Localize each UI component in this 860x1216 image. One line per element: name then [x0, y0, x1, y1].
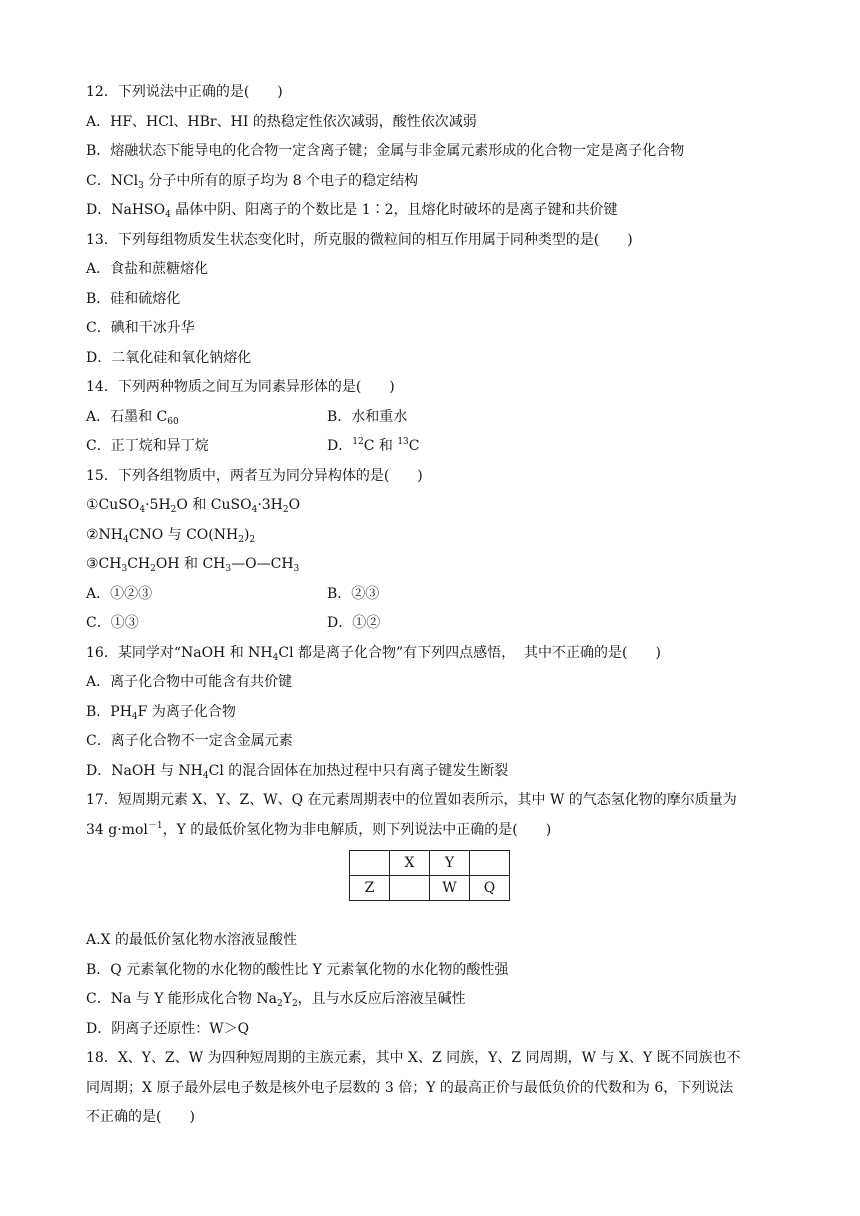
- q12-stem: 12．下列说法中正确的是( ): [86, 84, 283, 100]
- q16-d-sub: 4: [202, 771, 209, 781]
- q12-option-d: [86, 200, 618, 220]
- q14-d-mid: C 和: [363, 438, 398, 454]
- q17-stem2-sup: －1: [147, 821, 163, 831]
- q16-d-post: Cl 的混合固体在加热过程中只有离子键发生断裂: [208, 763, 509, 779]
- q14-d-sup2: 13: [397, 437, 409, 447]
- q12-option-c: [86, 171, 418, 191]
- q15-item-2: [86, 525, 255, 545]
- q15-i2-s1: 4: [123, 535, 129, 545]
- q13-option-c: C．碘和干冰升华: [86, 320, 195, 336]
- table-row: [350, 876, 510, 901]
- q12-d-post: 晶体中阴、阳离子的个数比是 1∶2，且熔化时破坏的是离子键和共价键: [170, 202, 618, 218]
- table-cell: Z: [350, 876, 390, 901]
- table-cell: [470, 851, 510, 876]
- q15-i3-t6: —O—CH: [231, 556, 294, 572]
- q15-i1-t8: O: [288, 497, 301, 513]
- table-row: [350, 851, 510, 876]
- q14-d-sup1: 12: [352, 437, 364, 447]
- q14-option-d: [327, 436, 419, 456]
- q15-i2-t0: ②NH: [86, 527, 124, 543]
- q15-i1-s3: 2: [170, 505, 177, 515]
- q16-option-b: [86, 702, 236, 722]
- table-cell: Y: [430, 851, 470, 876]
- q15-i3-t4: OH 和 CH: [155, 556, 226, 572]
- q12-d-sub: 4: [165, 210, 171, 220]
- q12-c-sub: 3: [138, 181, 144, 191]
- q14-a-sub: 60: [167, 417, 179, 427]
- table-cell: W: [430, 876, 470, 901]
- q15-i3-s7: 3: [293, 564, 300, 574]
- q12-c-pre: C．NCl: [86, 173, 139, 189]
- q18-stem-line1: 18．X、Y、Z、W 为四种短周期的主族元素，其中 X、Z 同族，Y、Z 同周期，W 与 X、Y 既不同族也不: [86, 1050, 741, 1066]
- q16-b-sub: 4: [131, 712, 138, 722]
- q15-i3-s5: 3: [225, 564, 232, 574]
- q16-b-pre: B．PH: [86, 704, 132, 720]
- table-cell: X: [390, 851, 430, 876]
- q17-option-d: D．阴离子还原性：W＞Q: [86, 1021, 250, 1037]
- q17-option-b: B．Q 元素氧化物的水化物的酸性比 Y 元素氧化物的水化物的酸性强: [86, 962, 509, 978]
- table-cell: Q: [470, 876, 510, 901]
- q15-i2-t2: CNO 与 CO(NH: [128, 527, 239, 543]
- q16-option-c: C．离子化合物不一定含金属元素: [86, 733, 293, 749]
- q15-item-1: [86, 495, 300, 515]
- q16-option-a: A．离子化合物中可能含有共价键: [86, 674, 293, 690]
- q14-option-c: C．正丁烷和异丁烷: [86, 438, 209, 454]
- q15-i3-s3: 2: [150, 564, 156, 574]
- q14-a-pre: A．石墨和 C: [86, 409, 168, 425]
- q15-option-a: A．①②③: [86, 586, 153, 602]
- q17-c-pre: C．Na 与 Y 能形成化合物 Na: [86, 991, 277, 1007]
- table-cell: [390, 876, 430, 901]
- q14-option-b: B．水和重水: [327, 409, 408, 425]
- q17-option-c: [86, 989, 466, 1009]
- q15-option-d: D．①②: [327, 615, 381, 631]
- q17-c-sub2: 2: [291, 999, 298, 1009]
- q15-i2-s3: 2: [238, 535, 244, 545]
- q15-i3-t0: ③CH: [86, 556, 122, 572]
- q15-item-3: [86, 554, 299, 574]
- q15-i1-s1: 4: [139, 505, 146, 515]
- q13-option-b: B．硅和硫熔化: [86, 291, 181, 307]
- q15-i1-t0: ①CuSO: [86, 497, 140, 513]
- q12-option-b: B．熔融状态下能导电的化合物一定含离子键；金属与非金属元素形成的化合物一定是离子化合物: [86, 143, 685, 159]
- q17-stem-line2: [86, 820, 551, 840]
- q14-d-post: C: [408, 438, 420, 454]
- q13-option-d: D．二氧化硅和氧化钠熔化: [86, 350, 252, 366]
- q15-stem: 15．下列各组物质中，两者互为同分异构体的是( ): [86, 468, 423, 484]
- q18-stem-line2: 同周期；X 原子最外层电子数是核外电子层数的 3 倍；Y 的最高正价与最低负价的代数和为 6，下列说法: [86, 1080, 734, 1096]
- q12-option-a: A．HF、HCl、HBr、HI 的热稳定性依次减弱，酸性依次减弱: [86, 114, 477, 130]
- q13-option-a: A．食盐和蔗糖熔化: [86, 261, 209, 277]
- q14-d-pre: D．: [327, 438, 353, 454]
- q15-i2-t4: ): [243, 527, 250, 543]
- q15-option-b: B．②③: [327, 586, 380, 602]
- q15-option-c: C．①③: [86, 615, 139, 631]
- q15-i3-s1: 3: [121, 564, 128, 574]
- q13-stem: 13．下列每组物质发生状态变化时，所克服的微粒间的相互作用属于同种类型的是( ): [86, 232, 633, 248]
- q15-i1-t6: ·3H: [257, 497, 283, 513]
- q14-stem: 14．下列两种物质之间互为同素异形体的是( ): [86, 379, 395, 395]
- q16-option-d: [86, 761, 508, 781]
- q15-i2-s5: 2: [249, 535, 256, 545]
- q12-c-post: 分子中所有的原子均为 8 个电子的稳定结构: [143, 173, 419, 189]
- q15-i3-t2: CH: [127, 556, 151, 572]
- q12-d-pre: D．NaHSO: [86, 202, 166, 218]
- q17-c-post: ，且与水反应后溶液呈碱性: [297, 991, 466, 1007]
- periodic-position-table: [349, 850, 510, 901]
- q17-stem2-post: ，Y 的最低价氢化物为非电解质，则下列说法中正确的是( ): [162, 822, 552, 838]
- q17-c-sub1: 2: [276, 999, 283, 1009]
- q18-stem-line3: 不正确的是( ): [86, 1109, 195, 1125]
- q17-stem-line1: 17．短周期元素 X、Y、Z、W、Q 在元素周期表中的位置如表所示，其中 W 的气态氢化物的摩尔质量为: [86, 792, 737, 808]
- table-cell: [350, 851, 390, 876]
- q16-stem: [86, 643, 661, 663]
- q16-stem-sub: 4: [272, 653, 279, 663]
- q17-option-a: A.X 的最低价氢化物水溶液显酸性: [86, 932, 297, 948]
- q16-d-pre: D．NaOH 与 NH: [86, 763, 203, 779]
- q15-i1-t4: O 和 CuSO: [176, 497, 252, 513]
- q15-i1-s5: 4: [251, 505, 258, 515]
- q15-i1-s7: 2: [282, 505, 289, 515]
- q17-stem2-pre: 34 g·mol: [86, 822, 148, 838]
- q16-stem-post: Cl 都是离子化合物”有下列四点感悟， 其中不正确的是( ): [278, 645, 661, 661]
- q17-c-mid: Y: [282, 991, 292, 1007]
- q14-option-a: [86, 407, 179, 427]
- q16-stem-pre: 16．某同学对“NaOH 和 NH: [86, 645, 273, 661]
- q16-b-post: F 为离子化合物: [137, 704, 236, 720]
- q15-i1-t2: ·5H: [145, 497, 171, 513]
